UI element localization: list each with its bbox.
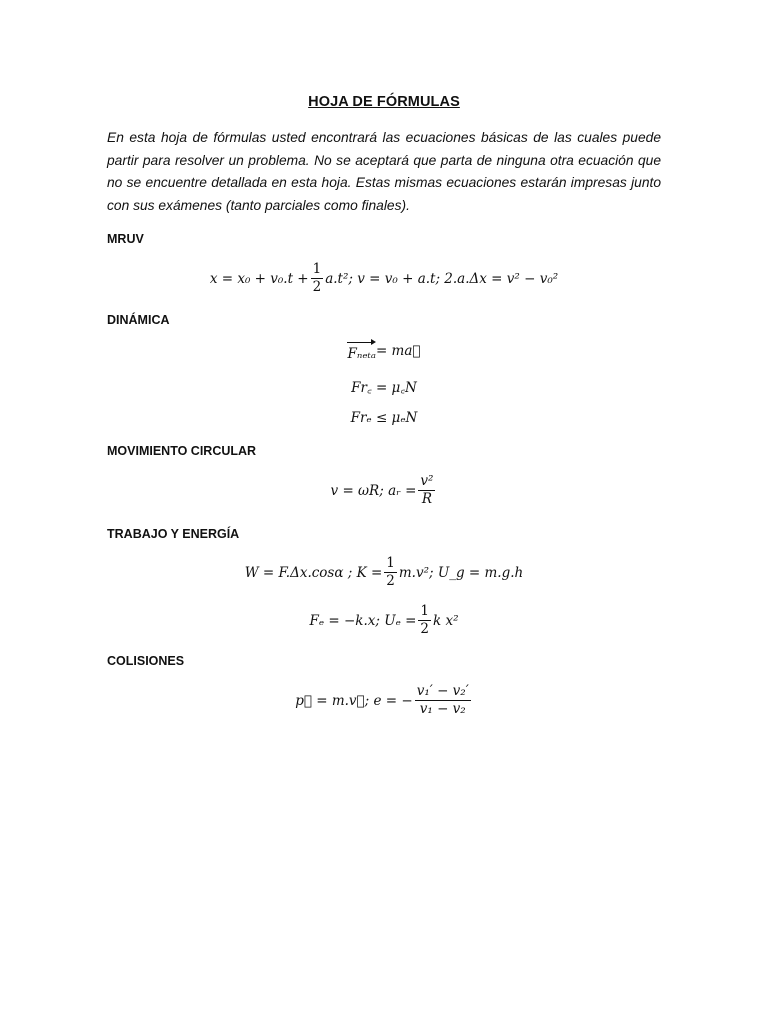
- fraction-elastic-half: $\frac{1}{2}$: [420, 603, 430, 637]
- equation-circular: [0, 474, 768, 507]
- equation-mruv-right: a.t²; v = v₀ + a.t; 2.a.Δx = v² − v₀²: [325, 270, 559, 287]
- net-force-rest: = ma⃗: [375, 343, 421, 359]
- section-heading-dinamica: DINÁMICA: [107, 313, 170, 327]
- section-heading-mruv: MRUV: [107, 232, 144, 246]
- page-title: HOJA DE FÓRMULAS: [308, 94, 460, 110]
- intro-paragraph: En esta hoja de fórmulas usted encontrará las ecuaciones básicas de las cuales puede partir para resolver un problema. No se aceptará que parta de ninguna otra ecuación que no se encuentre detallada en esta hoja. Estas mismas ecuaciones estarán impresas junto con sus exámenes (tanto parciales como finales).: [107, 130, 661, 213]
- net-force-vector: Fₙₑₜₐ: [347, 340, 375, 362]
- section-heading-trabajo: TRABAJO Y ENERGÍA: [107, 527, 240, 541]
- equation-work-left: W = F.Δx.cosα ; K =: [244, 564, 383, 581]
- fraction-centripetal: $\frac{\text{v²}}{R}$: [420, 473, 434, 507]
- equation-mruv-left: x = x₀ + v₀.t +: [209, 270, 309, 287]
- section-heading-colisiones: COLISIONES: [107, 654, 185, 668]
- equation-collisions: [0, 684, 768, 717]
- equation-elastic-right: k x²: [433, 612, 459, 629]
- equation-circular-left: v = ωR; aᵣ =: [330, 482, 417, 499]
- fraction-kinetic-half: $\frac{1}{2}$: [386, 555, 395, 589]
- fraction-one-half: $\frac{1}{2}$: [312, 261, 322, 295]
- equation-static-friction: Frₑ ≤ μₑN: [350, 410, 418, 426]
- equation-kinetic-friction: Fr꜀ = μ꜀N: [351, 380, 417, 396]
- equation-work-energy: [0, 556, 768, 589]
- equation-elastic: [0, 604, 768, 637]
- equation-work-right: m.v²; U_g = m.g.h: [398, 564, 524, 581]
- section-heading-circular: MOVIMIENTO CIRCULAR: [107, 444, 257, 458]
- fraction-restitution: $\frac{\text{v₁′ − v₂′}}{\text{v₁ − v₂}}$: [416, 683, 469, 717]
- equation-net-force: [0, 340, 768, 362]
- equation-mruv: [0, 262, 768, 295]
- equation-elastic-left: Fₑ = −k.x; Uₑ =: [309, 612, 417, 629]
- equation-collisions-left: p⃗ = m.v⃗; e = −: [295, 692, 413, 709]
